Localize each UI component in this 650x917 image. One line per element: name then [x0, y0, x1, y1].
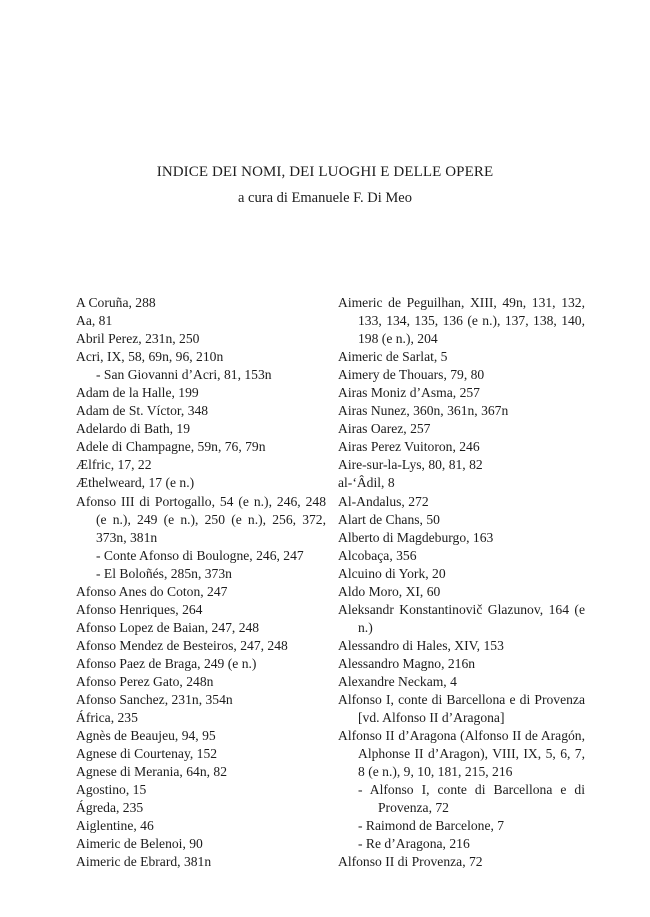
index-entry: Al-Andalus, 272	[338, 493, 429, 509]
index-entry: Agnese di Merania, 64n, 82	[76, 764, 228, 780]
index-entry: Ælfric, 17, 22	[76, 457, 152, 473]
index-entry: Alessandro Magno, 216n	[338, 655, 476, 671]
index-entry: Airas Perez Vuitoron, 246	[338, 439, 480, 455]
index-entry: Alfonso II d’Aragona (Alfonso II de Aragón, Alphonse II d’Aragon), VIII, IX, 5, 6, 7, 8 (e n.), 9, 10, 181, 215, 216	[338, 728, 585, 780]
index-entry: Airas Oarez, 257	[338, 421, 431, 437]
index-entry: Æthelweard, 17 (e n.)	[76, 475, 195, 491]
index-subentry: - Re d’Aragona, 216	[358, 836, 470, 852]
index-entry: Afonso III di Portogallo, 54 (e n.), 246, 248 (e n.), 249 (e n.), 250 (e n.), 256, 372, 373n, 381n	[76, 493, 326, 545]
index-entry: Afonso Lopez de Baian, 247, 248	[76, 619, 260, 635]
index-entry: Aire-sur-la-Lys, 80, 81, 82	[338, 457, 483, 473]
index-entry: Aimery de Thouars, 79, 80	[338, 367, 485, 383]
index-entry: Acri, IX, 58, 69n, 96, 210n	[76, 349, 224, 365]
index-subentry: - Alfonso I, conte di Barcellona e di Provenza, 72	[358, 782, 585, 816]
index-entry: Agnès de Beaujeu, 94, 95	[76, 728, 216, 744]
index-entry: Alessandro di Hales, XIV, 153	[338, 637, 504, 653]
index-editor-credit: a cura di Emanuele F. Di Meo	[238, 190, 412, 206]
index-column-right	[338, 294, 585, 872]
index-subentry: - Raimond de Barcelone, 7	[358, 818, 505, 834]
index-entry: Alexandre Neckam, 4	[338, 673, 457, 689]
index-entry: Adam de St. Víctor, 348	[76, 403, 209, 419]
index-entry: Adam de la Halle, 199	[76, 385, 199, 401]
index-entry: Alcuino di York, 20	[338, 565, 446, 581]
index-entry: Adele di Champagne, 59n, 76, 79n	[76, 439, 266, 455]
index-entry: Aa, 81	[76, 313, 113, 329]
index-entry: Ágreda, 235	[76, 800, 144, 816]
index-subentry: - El Boloñés, 285n, 373n	[96, 565, 232, 581]
index-entry: A Coruña, 288	[76, 295, 156, 310]
index-entry: Abril Perez, 231n, 250	[76, 331, 200, 347]
index-entry: Airas Nunez, 360n, 361n, 367n	[338, 403, 509, 419]
index-subentry: - Conte Afonso di Boulogne, 246, 247	[96, 547, 304, 563]
index-entry: Alcobaça, 356	[338, 547, 417, 563]
index-entry: Afonso Perez Gato, 248n	[76, 673, 214, 689]
index-entry: Aleksandr Konstantinovič Glazunov, 164 (e n.)	[338, 601, 585, 635]
index-title: INDICE DEI NOMI, DEI LUOGHI E DELLE OPERE	[156, 164, 494, 180]
index-entry: Aimeric de Peguilhan, XIII, 49n, 131, 132, 133, 134, 135, 136 (e n.), 137, 138, 140, 198 (e n.), 204	[338, 295, 585, 347]
index-entry: Afonso Henriques, 264	[76, 601, 203, 617]
index-entry: Adelardo di Bath, 19	[76, 421, 191, 437]
index-entry: Airas Moniz d’Asma, 257	[338, 385, 480, 401]
index-entry: al-‘Âdil, 8	[338, 475, 395, 491]
index-entry: Aiglentine, 46	[76, 818, 154, 834]
index-entry: Aimeric de Belenoi, 90	[76, 836, 203, 852]
index-entry: Aimeric de Sarlat, 5	[338, 349, 448, 365]
index-subentry: - San Giovanni d’Acri, 81, 153n	[96, 367, 272, 383]
index-entry: Alart de Chans, 50	[338, 511, 440, 527]
index-entry: Afonso Anes do Coton, 247	[76, 583, 228, 599]
index-column-left	[76, 294, 326, 872]
index-entry: Alfonso II di Provenza, 72	[338, 854, 483, 870]
index-entry: África, 235	[76, 710, 138, 726]
index-entry: Afonso Sanchez, 231n, 354n	[76, 692, 233, 708]
index-entry: Afonso Paez de Braga, 249 (e n.)	[76, 655, 257, 671]
index-entry: Aldo Moro, XI, 60	[338, 583, 441, 599]
index-entry: Afonso Mendez de Besteiros, 247, 248	[76, 637, 288, 653]
index-entry: Alfonso I, conte di Barcellona e di Provenza [vd. Alfonso II d’Aragona]	[338, 692, 585, 726]
index-entry: Alberto di Magdeburgo, 163	[338, 529, 494, 545]
index-entry: Agnese di Courtenay, 152	[76, 746, 218, 762]
index-entry: Aimeric de Ebrard, 381n	[76, 854, 212, 870]
index-entry: Agostino, 15	[76, 782, 147, 798]
